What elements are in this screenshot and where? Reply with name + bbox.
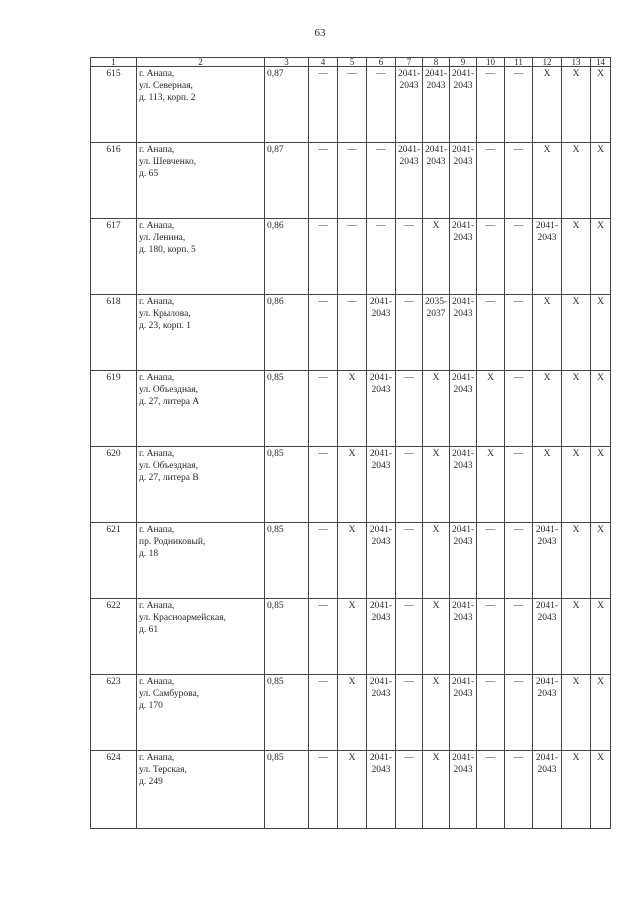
column-14-cell: X	[591, 219, 611, 295]
column-13-cell: X	[562, 219, 591, 295]
column-header-9: 9	[450, 58, 477, 67]
address-cell: г. Анапа, ул. Красноармейская, д. 61	[137, 599, 265, 675]
column-header-6: 6	[367, 58, 396, 67]
address-cell: г. Анапа, ул. Самбурова, д. 170	[137, 675, 265, 751]
row-number-cell: 617	[91, 219, 137, 295]
table-body	[91, 67, 611, 829]
column-9-cell: 2041- 2043	[450, 371, 477, 447]
column-11-cell: —	[505, 295, 533, 371]
ratio-cell: 0,85	[265, 523, 309, 599]
column-7-cell: —	[396, 675, 423, 751]
column-9-cell: 2041- 2043	[450, 67, 477, 143]
column-14-cell: X	[591, 675, 611, 751]
column-7-cell: —	[396, 599, 423, 675]
column-4-cell: —	[309, 599, 338, 675]
column-14-cell: X	[591, 143, 611, 219]
column-6-cell: 2041- 2043	[367, 675, 396, 751]
address-cell: г. Анапа, ул. Ленина, д. 180, корп. 5	[137, 219, 265, 295]
column-8-cell: 2041- 2043	[423, 143, 450, 219]
ratio-cell: 0,87	[265, 143, 309, 219]
ratio-cell: 0,85	[265, 675, 309, 751]
column-header-10: 10	[477, 58, 505, 67]
column-7-cell: —	[396, 751, 423, 829]
column-7-cell: —	[396, 371, 423, 447]
column-header-11: 11	[505, 58, 533, 67]
column-6-cell: —	[367, 219, 396, 295]
ratio-cell: 0,86	[265, 219, 309, 295]
column-12-cell: 2041- 2043	[533, 219, 562, 295]
column-4-cell: —	[309, 523, 338, 599]
table-row	[91, 675, 611, 751]
column-10-cell: —	[477, 751, 505, 829]
column-13-cell: X	[562, 67, 591, 143]
column-8-cell: X	[423, 219, 450, 295]
column-4-cell: —	[309, 447, 338, 523]
column-12-cell: X	[533, 371, 562, 447]
column-14-cell: X	[591, 371, 611, 447]
column-4-cell: —	[309, 295, 338, 371]
ratio-cell: 0,85	[265, 371, 309, 447]
column-7-cell: —	[396, 295, 423, 371]
column-12-cell: X	[533, 67, 562, 143]
column-5-cell: X	[338, 675, 367, 751]
column-12-cell: 2041- 2043	[533, 675, 562, 751]
row-number-cell: 622	[91, 599, 137, 675]
column-11-cell: —	[505, 219, 533, 295]
column-9-cell: 2041- 2043	[450, 143, 477, 219]
address-cell: г. Анапа, ул. Терская, д. 249	[137, 751, 265, 829]
row-number-cell: 623	[91, 675, 137, 751]
row-number-cell: 620	[91, 447, 137, 523]
column-12-cell: X	[533, 143, 562, 219]
column-9-cell: 2041- 2043	[450, 599, 477, 675]
row-number-cell: 615	[91, 67, 137, 143]
column-5-cell: —	[338, 295, 367, 371]
column-12-cell: 2041- 2043	[533, 599, 562, 675]
column-7-cell: 2041- 2043	[396, 67, 423, 143]
column-7-cell: —	[396, 523, 423, 599]
column-13-cell: X	[562, 599, 591, 675]
column-12-cell: X	[533, 295, 562, 371]
column-8-cell: X	[423, 675, 450, 751]
column-6-cell: 2041- 2043	[367, 371, 396, 447]
table-row	[91, 447, 611, 523]
column-8-cell: X	[423, 599, 450, 675]
table-row	[91, 599, 611, 675]
registry-table	[90, 57, 611, 829]
column-9-cell: 2041- 2043	[450, 523, 477, 599]
column-8-cell: 2041- 2043	[423, 67, 450, 143]
column-header-14: 14	[591, 58, 611, 67]
column-header-2: 2	[137, 58, 265, 67]
column-10-cell: X	[477, 371, 505, 447]
column-4-cell: —	[309, 751, 338, 829]
column-12-cell: 2041- 2043	[533, 751, 562, 829]
column-7-cell: —	[396, 447, 423, 523]
column-5-cell: —	[338, 143, 367, 219]
column-6-cell: 2041- 2043	[367, 751, 396, 829]
table-row	[91, 67, 611, 143]
column-10-cell: —	[477, 599, 505, 675]
header-row	[91, 58, 611, 67]
address-cell: г. Анапа, ул. Объездная, д. 27, литера В	[137, 447, 265, 523]
column-9-cell: 2041- 2043	[450, 447, 477, 523]
column-12-cell: X	[533, 447, 562, 523]
column-14-cell: X	[591, 295, 611, 371]
column-5-cell: X	[338, 751, 367, 829]
column-header-5: 5	[338, 58, 367, 67]
column-7-cell: —	[396, 219, 423, 295]
column-6-cell: 2041- 2043	[367, 447, 396, 523]
column-13-cell: X	[562, 447, 591, 523]
column-10-cell: —	[477, 67, 505, 143]
column-4-cell: —	[309, 67, 338, 143]
address-cell: г. Анапа, ул. Крылова, д. 23, корп. 1	[137, 295, 265, 371]
column-6-cell: —	[367, 143, 396, 219]
row-number-cell: 618	[91, 295, 137, 371]
column-14-cell: X	[591, 751, 611, 829]
column-9-cell: 2041- 2043	[450, 219, 477, 295]
column-5-cell: —	[338, 219, 367, 295]
column-11-cell: —	[505, 599, 533, 675]
column-11-cell: —	[505, 143, 533, 219]
column-header-12: 12	[533, 58, 562, 67]
column-6-cell: —	[367, 67, 396, 143]
column-5-cell: —	[338, 67, 367, 143]
column-8-cell: X	[423, 751, 450, 829]
column-10-cell: —	[477, 219, 505, 295]
row-number-cell: 621	[91, 523, 137, 599]
column-14-cell: X	[591, 599, 611, 675]
address-cell: г. Анапа, пр. Родниковый, д. 18	[137, 523, 265, 599]
table-row	[91, 523, 611, 599]
column-6-cell: 2041- 2043	[367, 523, 396, 599]
table-row	[91, 295, 611, 371]
column-10-cell: —	[477, 675, 505, 751]
column-header-8: 8	[423, 58, 450, 67]
column-10-cell: —	[477, 143, 505, 219]
column-14-cell: X	[591, 447, 611, 523]
column-4-cell: —	[309, 675, 338, 751]
column-6-cell: 2041- 2043	[367, 599, 396, 675]
table-row	[91, 143, 611, 219]
column-header-3: 3	[265, 58, 309, 67]
address-cell: г. Анапа, ул. Северная, д. 113, корп. 2	[137, 67, 265, 143]
column-10-cell: —	[477, 523, 505, 599]
ratio-cell: 0,85	[265, 751, 309, 829]
column-11-cell: —	[505, 447, 533, 523]
column-14-cell: X	[591, 523, 611, 599]
column-11-cell: —	[505, 67, 533, 143]
column-13-cell: X	[562, 295, 591, 371]
ratio-cell: 0,85	[265, 599, 309, 675]
column-4-cell: —	[309, 143, 338, 219]
column-8-cell: 2035- 2037	[423, 295, 450, 371]
column-13-cell: X	[562, 523, 591, 599]
ratio-cell: 0,86	[265, 295, 309, 371]
column-14-cell: X	[591, 67, 611, 143]
column-8-cell: X	[423, 523, 450, 599]
column-10-cell: X	[477, 447, 505, 523]
column-13-cell: X	[562, 371, 591, 447]
table-row	[91, 751, 611, 829]
table-row	[91, 219, 611, 295]
column-9-cell: 2041- 2043	[450, 295, 477, 371]
page-number: 63	[314, 27, 326, 39]
ratio-cell: 0,85	[265, 447, 309, 523]
column-4-cell: —	[309, 219, 338, 295]
column-7-cell: 2041- 2043	[396, 143, 423, 219]
column-13-cell: X	[562, 143, 591, 219]
address-cell: г. Анапа, ул. Шевченко, д. 65	[137, 143, 265, 219]
column-12-cell: 2041- 2043	[533, 523, 562, 599]
column-13-cell: X	[562, 751, 591, 829]
column-10-cell: —	[477, 295, 505, 371]
ratio-cell: 0,87	[265, 67, 309, 143]
column-5-cell: X	[338, 599, 367, 675]
column-header-4: 4	[309, 58, 338, 67]
column-5-cell: X	[338, 447, 367, 523]
row-number-cell: 624	[91, 751, 137, 829]
column-5-cell: X	[338, 523, 367, 599]
column-11-cell: —	[505, 371, 533, 447]
table-header	[91, 58, 611, 67]
address-cell: г. Анапа, ул. Объездная, д. 27, литера А	[137, 371, 265, 447]
row-number-cell: 619	[91, 371, 137, 447]
column-13-cell: X	[562, 675, 591, 751]
column-9-cell: 2041- 2043	[450, 751, 477, 829]
column-8-cell: X	[423, 447, 450, 523]
column-8-cell: X	[423, 371, 450, 447]
column-5-cell: X	[338, 371, 367, 447]
column-header-1: 1	[91, 58, 137, 67]
column-6-cell: 2041- 2043	[367, 295, 396, 371]
table-row	[91, 371, 611, 447]
row-number-cell: 616	[91, 143, 137, 219]
column-9-cell: 2041- 2043	[450, 675, 477, 751]
column-11-cell: —	[505, 751, 533, 829]
column-header-13: 13	[562, 58, 591, 67]
column-11-cell: —	[505, 675, 533, 751]
column-4-cell: —	[309, 371, 338, 447]
column-11-cell: —	[505, 523, 533, 599]
column-header-7: 7	[396, 58, 423, 67]
